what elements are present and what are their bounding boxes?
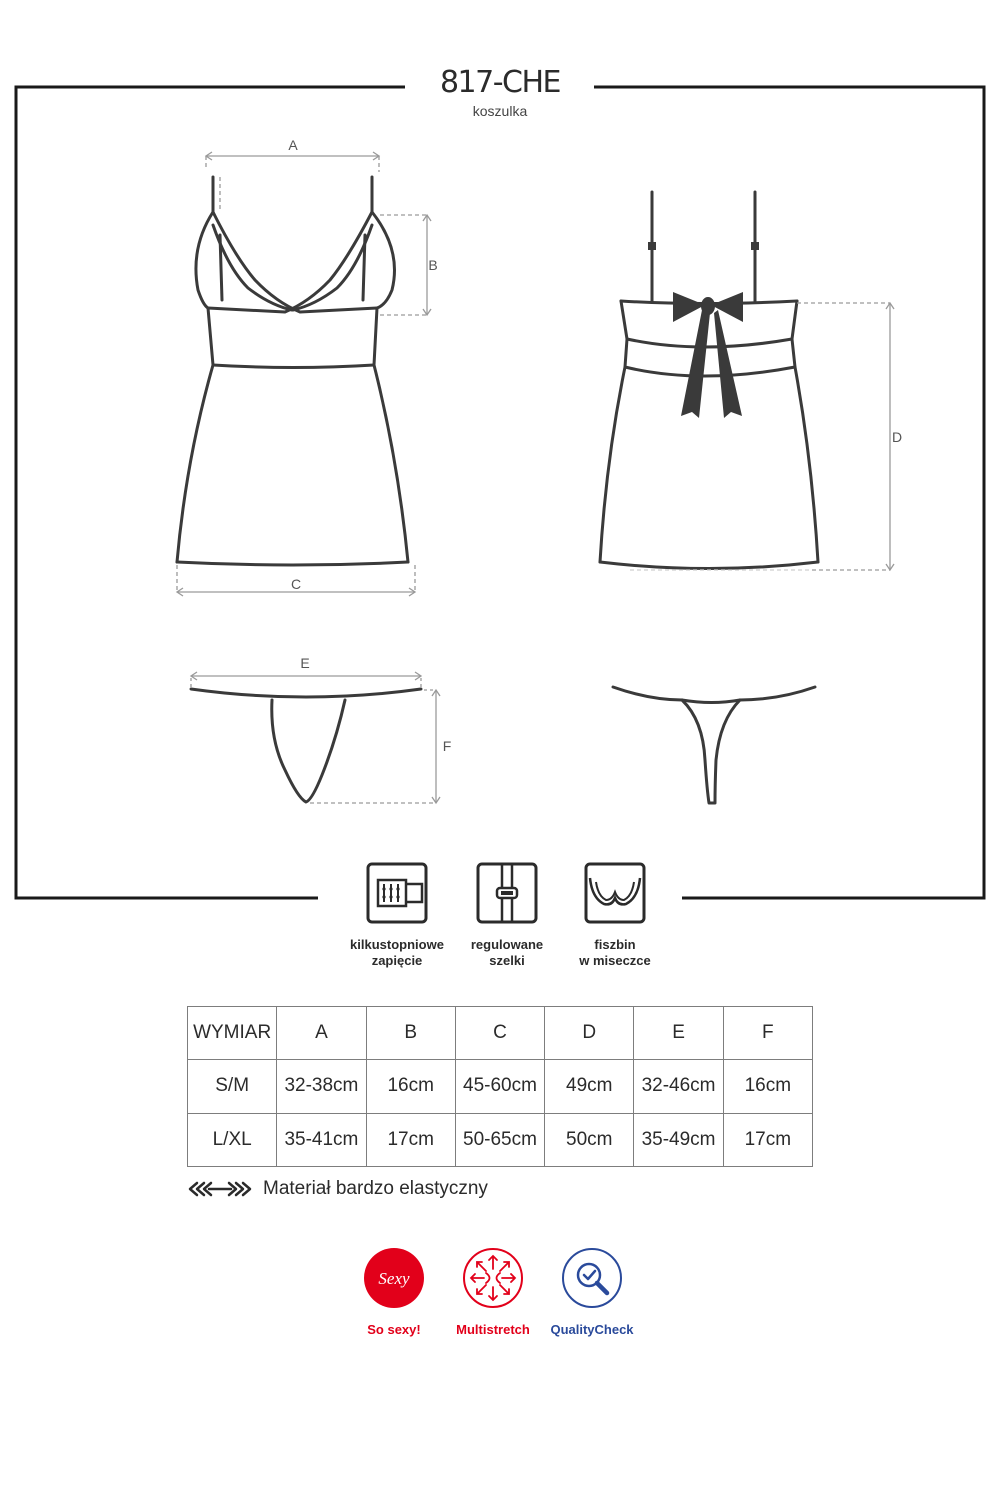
- table-cell: 17cm: [366, 1113, 455, 1166]
- panty-front-drawing: [191, 689, 421, 802]
- table-cell: L/XL: [188, 1113, 277, 1166]
- badge-multistretch: [438, 1247, 548, 1337]
- table-cell: 32-46cm: [634, 1060, 723, 1113]
- badge-label: Multistretch: [456, 1322, 530, 1337]
- bow-icon: [673, 292, 743, 418]
- table-cell: 35-49cm: [634, 1113, 723, 1166]
- table-cell: 45-60cm: [455, 1060, 544, 1113]
- badge-label: QualityCheck: [550, 1322, 634, 1337]
- badge-label: So sexy!: [367, 1322, 421, 1337]
- adjustable-strap-icon: [476, 862, 538, 924]
- table-row: [188, 1113, 813, 1166]
- size-table: [187, 1006, 813, 1167]
- stretch-note-text: Materiał bardzo elastyczny: [263, 1178, 488, 1199]
- dim-label-c: C: [290, 576, 302, 592]
- table-header-row: [188, 1007, 813, 1060]
- table-header-cell: D: [545, 1007, 634, 1060]
- table-header-cell: F: [723, 1007, 812, 1060]
- stretch-note: [187, 1178, 488, 1200]
- table-cell: 32-38cm: [277, 1060, 366, 1113]
- table-cell: 50cm: [545, 1113, 634, 1166]
- product-code: 817-CHE: [439, 65, 561, 100]
- feature-label: kilkustopniowe zapięcie: [350, 937, 444, 968]
- product-type: koszulka: [472, 103, 528, 119]
- table-cell: 17cm: [723, 1113, 812, 1166]
- dim-label-e: E: [300, 655, 310, 671]
- dim-label-f: F: [442, 738, 452, 754]
- strap-sliders: [648, 242, 759, 250]
- quality-check-icon: [561, 1247, 623, 1309]
- badge-so-sexy: [339, 1247, 449, 1337]
- double-arrow-icon: [187, 1181, 253, 1197]
- feature-underwire: [550, 862, 680, 969]
- feature-label: regulowane szelki: [470, 937, 544, 968]
- table-cell: 35-41cm: [277, 1113, 366, 1166]
- table-header-cell: WYMIAR: [188, 1007, 277, 1060]
- table-header-cell: B: [366, 1007, 455, 1060]
- underwire-cup-icon: [584, 862, 646, 924]
- chemise-front-drawing: [177, 177, 408, 565]
- table-header-cell: C: [455, 1007, 544, 1060]
- dim-label-b: B: [428, 257, 438, 273]
- badge-quality-check: [537, 1247, 647, 1337]
- sexy-icon-text: Sexy: [378, 1269, 410, 1288]
- feature-label: fiszbin w miseczce: [579, 937, 651, 968]
- table-cell: 16cm: [723, 1060, 812, 1113]
- table-row: [188, 1060, 813, 1113]
- table-cell: S/M: [188, 1060, 277, 1113]
- frame-border: [16, 87, 984, 898]
- multistretch-icon: [462, 1247, 524, 1309]
- table-cell: 49cm: [545, 1060, 634, 1113]
- dim-label-d: D: [891, 429, 903, 445]
- thong-back-drawing: [613, 687, 815, 803]
- table-cell: 16cm: [366, 1060, 455, 1113]
- sexy-icon: [363, 1247, 425, 1309]
- chemise-back-drawing: [600, 192, 818, 569]
- table-cell: 50-65cm: [455, 1113, 544, 1166]
- hook-eye-closure-icon: [366, 862, 428, 924]
- table-header-cell: E: [634, 1007, 723, 1060]
- dim-label-a: A: [288, 137, 298, 153]
- table-header-cell: A: [277, 1007, 366, 1060]
